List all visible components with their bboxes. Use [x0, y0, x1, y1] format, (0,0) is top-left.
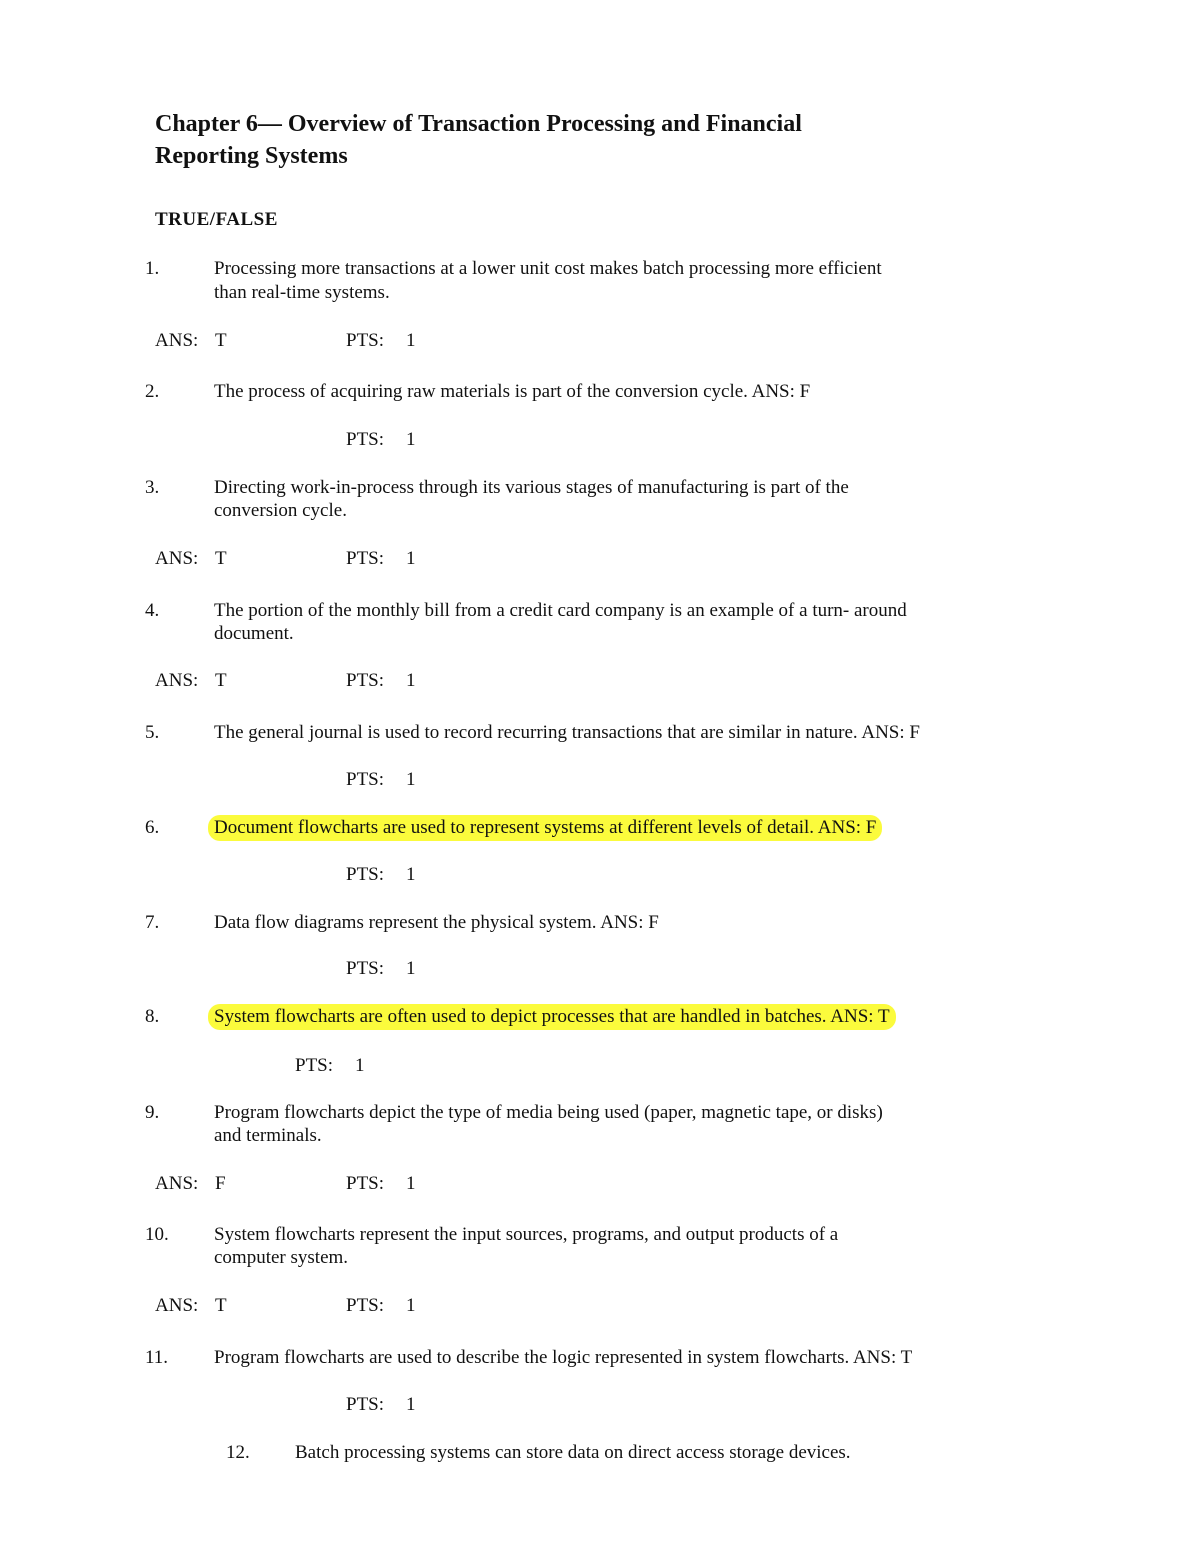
- points-label: PTS:: [346, 769, 385, 790]
- answer-value: F: [215, 1173, 226, 1194]
- question-text-highlighted: [214, 1005, 896, 1028]
- points-label: PTS:: [346, 330, 385, 351]
- highlight-mark: System flowcharts are often used to depict processes that are handled in batches. ANS: T: [208, 1004, 896, 1030]
- question-text: The portion of the monthly bill from a credit card company is an example of a turn- around: [214, 600, 907, 621]
- question-text: Batch processing systems can store data on direct access storage devices.: [295, 1442, 851, 1463]
- points-label: PTS:: [346, 670, 385, 691]
- points-label: PTS:: [295, 1055, 334, 1076]
- points-value: 1: [406, 1173, 416, 1194]
- question-text: The general journal is used to record recurring transactions that are similar in nature. ANS: F: [214, 722, 920, 743]
- points-value: 1: [406, 1295, 416, 1316]
- answer-label: ANS:: [155, 1173, 199, 1194]
- question-text: Processing more transactions at a lower unit cost makes batch processing more efficient: [214, 258, 882, 279]
- answer-label: ANS:: [155, 670, 199, 691]
- answer-value: T: [215, 1295, 227, 1316]
- question-number: 4.: [145, 600, 160, 621]
- points-label: PTS:: [346, 1295, 385, 1316]
- answer-value: T: [215, 330, 227, 351]
- question-number: 6.: [145, 817, 160, 838]
- points-value: 1: [406, 330, 416, 351]
- points-value: 1: [406, 1394, 416, 1415]
- question-text: The process of acquiring raw materials is part of the conversion cycle. ANS: F: [214, 381, 811, 402]
- points-value: 1: [406, 769, 416, 790]
- question-text: Data flow diagrams represent the physical system. ANS: F: [214, 912, 659, 933]
- points-value: 1: [406, 429, 416, 450]
- points-value: 1: [406, 958, 416, 979]
- question-number: 2.: [145, 381, 160, 402]
- question-text: System flowcharts represent the input sources, programs, and output products of a: [214, 1224, 839, 1245]
- answer-label: ANS:: [155, 330, 199, 351]
- question-number: 10.: [145, 1224, 169, 1245]
- question-text: Program flowcharts depict the type of media being used (paper, magnetic tape, or disks): [214, 1102, 883, 1123]
- points-value: 1: [406, 864, 416, 885]
- answer-label: ANS:: [155, 548, 199, 569]
- points-label: PTS:: [346, 1394, 385, 1415]
- question-text-continued: computer system.: [214, 1247, 349, 1268]
- question-number: 1.: [145, 258, 160, 279]
- answer-label: ANS:: [155, 1295, 199, 1316]
- points-value: 1: [406, 670, 416, 691]
- page-title: [155, 108, 915, 172]
- section-heading: TRUE/FALSE: [155, 209, 278, 230]
- highlight-mark: Document flowcharts are used to represent systems at different levels of detail. ANS: F: [208, 815, 882, 841]
- question-text-continued: and terminals.: [214, 1125, 322, 1146]
- question-number: 9.: [145, 1102, 160, 1123]
- points-value: 1: [355, 1055, 365, 1076]
- question-text: Program flowcharts are used to describe the logic represented in system flowcharts. ANS: T: [214, 1347, 913, 1368]
- points-label: PTS:: [346, 429, 385, 450]
- question-number: 5.: [145, 722, 160, 743]
- question-number: 7.: [145, 912, 160, 933]
- points-value: 1: [406, 548, 416, 569]
- title-line-2: Reporting Systems: [155, 143, 348, 169]
- question-number: 3.: [145, 477, 160, 498]
- points-label: PTS:: [346, 864, 385, 885]
- question-text-highlighted: [214, 816, 882, 839]
- question-text-continued: than real-time systems.: [214, 282, 390, 303]
- points-label: PTS:: [346, 958, 385, 979]
- points-label: PTS:: [346, 1173, 385, 1194]
- question-text-continued: conversion cycle.: [214, 500, 347, 521]
- title-line-1: Chapter 6— Overview of Transaction Processing and Financial: [155, 111, 802, 137]
- answer-value: T: [215, 670, 227, 691]
- question-number: 8.: [145, 1006, 160, 1027]
- answer-value: T: [215, 548, 227, 569]
- question-number: 11.: [145, 1347, 169, 1368]
- question-number: 12.: [226, 1442, 250, 1463]
- points-label: PTS:: [346, 548, 385, 569]
- question-text: Directing work-in-process through its various stages of manufacturing is part of the: [214, 477, 849, 498]
- question-text-continued: document.: [214, 623, 294, 644]
